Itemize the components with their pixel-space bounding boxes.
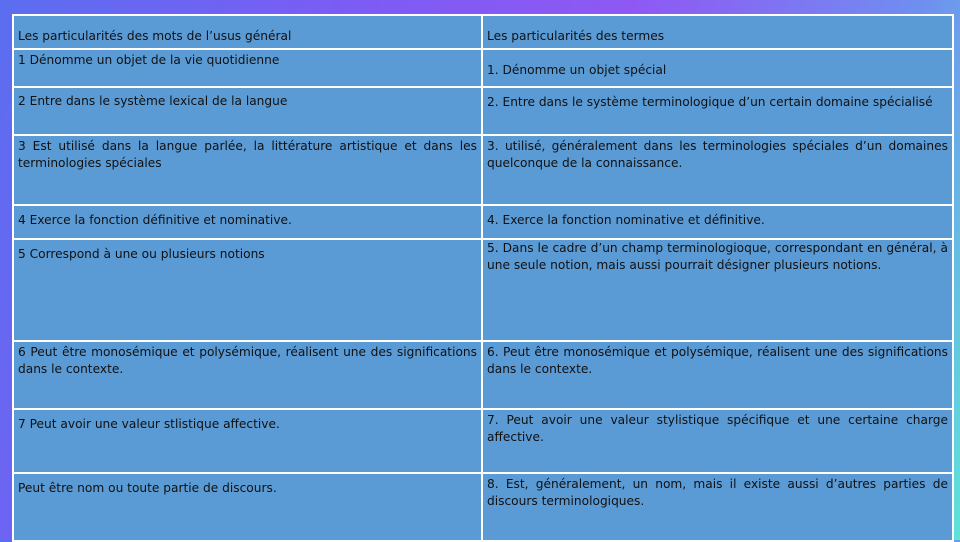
cell-right-7: 7. Peut avoir une valeur stylistique spécifique et une certaine charge affective.: [482, 409, 953, 473]
cell-right-1: 1. Dénomme un objet spécial: [482, 49, 953, 87]
cell-left-1: 1 Dénomme un objet de la vie quotidienne: [13, 49, 482, 87]
cell-left-4: 4 Exerce la fonction définitive et nominative.: [13, 205, 482, 239]
cell-left-7: 7 Peut avoir une valeur stlistique affective.: [13, 409, 482, 473]
table-row: [13, 341, 953, 409]
table-row: [13, 135, 953, 205]
table-row: [13, 473, 953, 541]
cell-left-3: 3 Est utilisé dans la langue parlée, la littérature artistique et dans les terminologies spéciales: [13, 135, 482, 205]
table-row: [13, 409, 953, 473]
cell-left-5: 5 Correspond à une ou plusieurs notions: [13, 239, 482, 341]
header-right: Les particularités des termes: [482, 15, 953, 49]
table-row: [13, 239, 953, 341]
cell-right-2: 2. Entre dans le système terminologique d’un certain domaine spécialisé: [482, 87, 953, 135]
cell-right-8: 8. Est, généralement, un nom, mais il existe aussi d’autres parties de discours terminologiques.: [482, 473, 953, 541]
table-row: [13, 87, 953, 135]
table-header-row: [13, 15, 953, 49]
cell-right-5: 5. Dans le cadre d’un champ terminologioque, correspondant en général, à une seule notion, mais aussi pourrait désigner plusieurs notions.: [482, 239, 953, 341]
comparison-table: [12, 14, 954, 542]
cell-right-6: 6. Peut être monosémique et polysémique, réalisent une des significations dans le contexte.: [482, 341, 953, 409]
cell-left-6: 6 Peut être monosémique et polysémique, réalisent une des significations dans le contexte.: [13, 341, 482, 409]
header-left: Les particularités des mots de l’usus général: [13, 15, 482, 49]
cell-left-2: 2 Entre dans le système lexical de la langue: [13, 87, 482, 135]
cell-left-8: Peut être nom ou toute partie de discours.: [13, 473, 482, 541]
table-row: [13, 49, 953, 87]
cell-right-4: 4. Exerce la fonction nominative et définitive.: [482, 205, 953, 239]
cell-right-3: 3. utilisé, généralement dans les terminologies spéciales d’un domaines quelconque de la connaissance.: [482, 135, 953, 205]
table-row: [13, 205, 953, 239]
